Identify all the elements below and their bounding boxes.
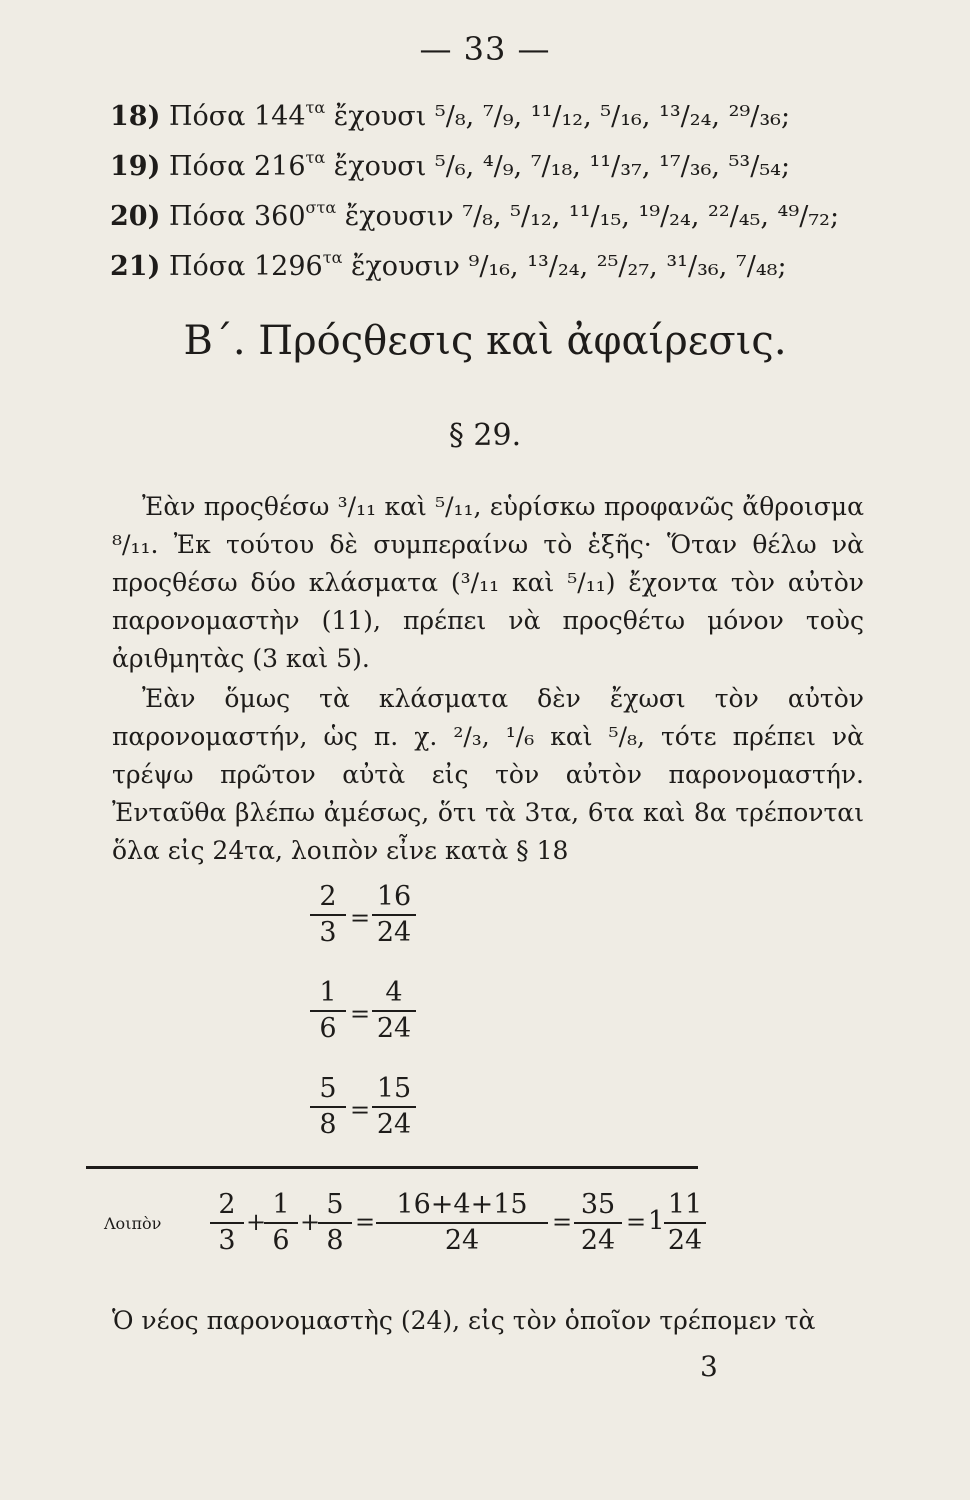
conversion-right-fraction [372,880,416,950]
sum-label: Λοιπὸν [104,1214,162,1233]
denominator: 24 [376,1013,412,1044]
equals-sign: = [355,1208,376,1236]
numerator: 2 [319,881,337,912]
equals-sign: = [552,1208,573,1236]
denominator: 3 [319,917,337,948]
numerator: 2 [218,1189,236,1220]
exercise-suffix: τα [305,98,326,117]
numerator: 16+4+15 [396,1189,528,1220]
equals-sign: = [350,904,371,932]
exercise-fractions: ἔχουσι ⁵/₈, ⁷/₉, ¹¹/₁₂, ⁵/₁₆, ¹³/₂₄, ²⁹/₃₆; [325,101,791,132]
summation-rule [86,1166,698,1169]
exercise-number: 21) [110,251,161,282]
denominator: 3 [218,1225,236,1256]
denominator: 24 [580,1225,616,1256]
mixed-whole: 1 [648,1206,665,1236]
denominator: 8 [319,1109,337,1140]
conversion-right-fraction [372,976,416,1046]
denominator: 24 [667,1225,703,1256]
sum-fraction-1 [210,1188,244,1258]
numerator: 16 [376,881,412,912]
exercise-suffix: τα [305,148,326,167]
chapter-heading: Β΄. Πρόςθεσις καὶ ἀφαίρεσις. [183,318,787,364]
signature-mark: 3 [700,1350,718,1383]
exercise-number: 20) [110,201,161,232]
paragraph-rule-different-denominator: Ἐὰν ὅμως τὰ κλάσματα δὲν ἔχωσι τὸν αὐτὸν παρονομαστήν, ὡς π. χ. ²/₃, ¹/₆ καὶ ⁵/₈, τότε πρέπει νὰ τρέψω πρῶτον αὐτὰ εἰς τὸν αὐτὸν παρονομαστήν. Ἐνταῦθα βλέπω ἀμέσως, ὅτι τὰ 3τα, 6τα καὶ 8α τρέπονται ὅλα εἰς 24τα, λοιπὸν εἶνε κατὰ § 18 [112,684,864,865]
conversion-right-fraction [372,1072,416,1142]
denominator: 24 [444,1225,480,1256]
conversion-left-fraction [310,1072,346,1142]
page-number: — 33 — [419,30,551,68]
exercise-21 [110,248,870,282]
numerator: 5 [319,1073,337,1104]
numerator: 35 [580,1189,616,1220]
denominator: 6 [272,1225,290,1256]
equals-sign: = [350,1096,371,1124]
exercise-suffix: στα [305,198,337,217]
mixed-fraction [664,1188,706,1258]
section-number: § 29. [448,418,522,453]
exercise-text: Πόσα 360 [168,201,306,232]
numerator: 1 [319,977,337,1008]
plus-sign: + [246,1208,267,1236]
conversion-left-fraction [310,880,346,950]
exercise-fractions: ἔχουσιν ⁷/₈, ⁵/₁₂, ¹¹/₁₅, ¹⁹/₂₄, ²²/₄₅, ⁴⁹/₇₂; [336,201,840,232]
continuation-line: Ὁ νέος παρονομαστὴς (24), εἰς τὸν ὁποῖον τρέπομεν τὰ [112,1306,816,1335]
exercise-fractions: ἔχουσιν ⁹/₁₆, ¹³/₂₄, ²⁵/₂₇, ³¹/₃₆, ⁷/₄₈; [342,251,787,282]
sum-fraction-2 [264,1188,298,1258]
exercise-19 [110,148,870,182]
equals-sign: = [350,1000,371,1028]
sum-fraction-3 [318,1188,352,1258]
exercise-text: Πόσα 216 [168,151,306,182]
exercise-suffix: τα [322,248,343,267]
plus-sign: + [300,1208,321,1236]
exercise-text: Πόσα 144 [168,101,306,132]
denominator: 24 [376,917,412,948]
denominator: 6 [319,1013,337,1044]
conversion-left-fraction [310,976,346,1046]
numerator: 4 [385,977,403,1008]
paragraph-rule-same-denominator: Ἐὰν προςθέσω ³/₁₁ καὶ ⁵/₁₁, εὑρίσκω προφανῶς ἄθροισμα ⁸/₁₁. Ἐκ τούτου δὲ συμπεραίνω τὸ ἑξῆς· Ὅταν θέλω νὰ προςθέσω δύο κλάσματα (³/₁₁ καὶ ⁵/₁₁) ἔχοντα τὸν αὐτὸν παρονομαστὴν (11), πρέπει νὰ προςθέτω μόνον τοὺς ἀριθμητὰς (3 καὶ 5). [112,492,864,673]
exercise-20 [110,198,870,232]
exercise-number: 18) [110,101,161,132]
numerator: 15 [376,1073,412,1104]
denominator: 8 [326,1225,344,1256]
denominator: 24 [376,1109,412,1140]
numerator: 11 [667,1189,703,1220]
sum-fraction-result [574,1188,622,1258]
numerator: 1 [272,1189,290,1220]
exercise-number: 19) [110,151,161,182]
sum-fraction-combined [376,1188,548,1258]
exercise-18 [110,98,870,132]
exercise-text: Πόσα 1296 [168,251,323,282]
numerator: 5 [326,1189,344,1220]
exercise-fractions: ἔχουσι ⁵/₆, ⁴/₉, ⁷/₁₈, ¹¹/₃₇, ¹⁷/₃₆, ⁵³/₅₄; [325,151,791,182]
equals-sign: = [626,1208,647,1236]
